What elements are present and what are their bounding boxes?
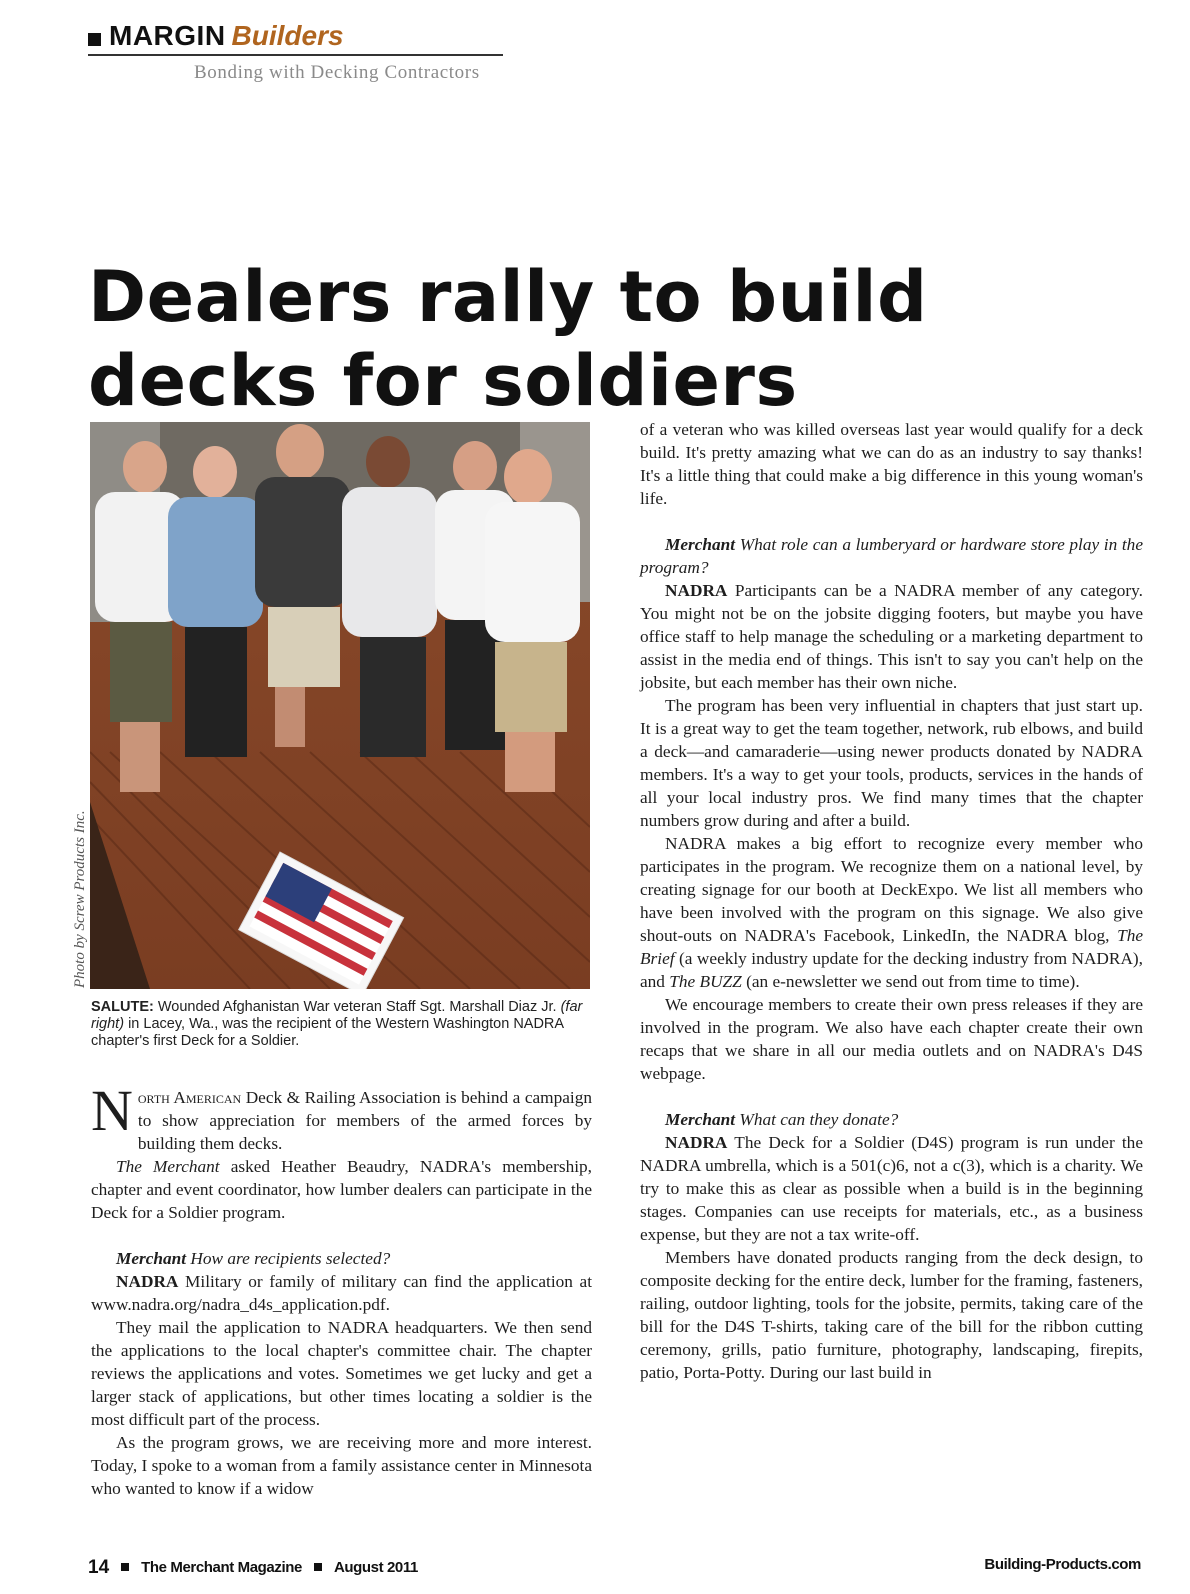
paragraph-encourage: We encourage members to create their own press releases if they are involved in the program. We also have each chapter create their own recaps that we share in all our media outlets and on NADRA's D4S webpage. (640, 995, 1143, 1083)
question-1 (91, 1247, 592, 1270)
question-label: Merchant (665, 535, 736, 554)
section-subtitle: Bonding with Decking Contractors (194, 62, 480, 83)
section-header (88, 20, 508, 83)
question-text: What role can a lumberyard or hardware store play in the program? (640, 535, 1143, 577)
page-footer (88, 1556, 1141, 1580)
left-column (91, 1078, 592, 1500)
question-label: Merchant (665, 1110, 736, 1129)
right-column (640, 418, 1143, 1384)
answer-3 (640, 1131, 1143, 1246)
question-text: What can they donate? (735, 1110, 899, 1129)
paragraph-recognize (640, 832, 1143, 993)
intro-smallcaps: orth American (137, 1088, 242, 1107)
intro-rest: Deck & Railing Association is behind a campaign to show appreciation for members of the armed forces by building them decks. (137, 1088, 592, 1153)
question-2 (640, 533, 1143, 579)
recognize-text-b: (a weekly industry update for the decking industry from NADRA), and (640, 949, 1143, 991)
paragraph-members: Members have donated products ranging from the deck design, to composite decking for the entire deck, lumber for the framing, fasteners, railing, outdoor lighting, tools for the jobsite, permits, taking care of the bill for the D4S T-shirts, taking care of the bill for the ribbon cutting ceremony, grills, patio furniture, photography, landscaping, firepits, patio, Porta-Potty. During our last build in (640, 1248, 1143, 1382)
answer-label: NADRA (665, 581, 728, 600)
paragraph-continued: of a veteran who was killed overseas last year would qualify for a deck build. It's pretty amazing what we can do as an industry to say thanks! It's a little thing that could make a big difference in this young woman's life. (640, 420, 1143, 508)
drop-cap: N (91, 1078, 133, 1143)
paragraph-merchant-asked (91, 1155, 592, 1224)
article-headline: Dealers rally to build decks for soldiers (88, 256, 928, 422)
intro-paragraph (91, 1078, 592, 1155)
photo-credit: Photo by Screw Products Inc. (72, 810, 88, 988)
header-rule (88, 54, 503, 56)
answer-2 (640, 579, 1143, 694)
deck-photo-illustration (90, 422, 590, 989)
footer-bullet-icon (314, 1563, 322, 1571)
photo-caption (91, 999, 591, 1050)
the-brief-italic: The Brief (640, 926, 1143, 968)
footer-bullet-icon (121, 1563, 129, 1571)
answer-text: Military or family of military can find the application at www.nadra.org/nadra_d4s_application.pdf. (91, 1272, 592, 1314)
magazine-name-italic: The Merchant (116, 1157, 220, 1176)
answer-text: Participants can be a NADRA member of any category. You might not be on the jobsite digging footers, but maybe you have office staff to help manage the scheduling or a marketing department to assist in the media end of things. This isn't to say you can't help on the jobsite, but each member has their own niche. (640, 581, 1143, 692)
page-number: 14 (88, 1557, 110, 1578)
answer-label: NADRA (116, 1272, 179, 1291)
question-label: Merchant (116, 1249, 187, 1268)
caption-text-a: Wounded Afghanistan War veteran Staff Sgt. Marshall Diaz Jr. (153, 999, 561, 1015)
caption-text-b: in Lacey, Wa., was the recipient of the Western Washington NADRA chapter's first Deck for a Soldier. (91, 1016, 564, 1049)
answer-label: NADRA (665, 1133, 728, 1152)
section-name-accent: Builders (231, 20, 344, 51)
question-3 (640, 1108, 1143, 1131)
caption-label: SALUTE: (91, 999, 154, 1015)
question-text: How are recipients selected? (186, 1249, 391, 1268)
caption-text-italic: (far right) (91, 999, 583, 1032)
answer-text: The Deck for a Soldier (D4S) program is run under the NADRA umbrella, which is a 501(c)6, not a c(3), which is a charity. We try to make this as clear as possible when a build is in the beginning stages. Companies can use receipts for materials, etc., as a business expense, but they are not a tax write-off. (640, 1133, 1143, 1244)
answer-1 (91, 1270, 592, 1316)
recognize-text-c: (an e-newsletter we send out from time to time). (741, 972, 1080, 991)
magazine-name: The Merchant Magazine (141, 1559, 302, 1576)
paragraph-mail: They mail the application to NADRA headquarters. We then send the applications to the local chapter's committee chair. The chapter reviews the applications and votes. Sometimes we get lucky and get a larger stack of applications, but other times locating a soldier is the most difficult part of the process. (91, 1318, 592, 1429)
article-photo (90, 422, 590, 989)
paragraph-text: asked Heather Beaudry, NADRA's membership, chapter and event coordinator, how lumber dealers can participate in the Deck for a Soldier program. (91, 1157, 592, 1222)
website-url: Building-Products.com (984, 1556, 1141, 1573)
issue-date: August 2011 (333, 1559, 418, 1576)
section-name: MARGIN (109, 20, 226, 51)
paragraph-grows: As the program grows, we are receiving more and more interest. Today, I spoke to a woman from a family assistance center in Minnesota who wanted to know if a widow (91, 1433, 592, 1498)
section-bullet-icon (88, 33, 101, 46)
recognize-text-a: NADRA makes a big effort to recognize every member who participates in the program. We recognize them on a national level, by creating signage for our booth at DeckExpo. We list all members who have been involved with the program on this signage. We also give shout-outs on NADRA's Facebook, LinkedIn, the NADRA blog, (640, 834, 1143, 945)
the-buzz-italic: The BUZZ (669, 972, 742, 991)
paragraph-influential: The program has been very influential in chapters that just start up. It is a great way to get the team together, network, rub elbows, and build a deck—and camaraderie—using newer products donated by NADRA members. It's a way to get your tools, products, services in the hands of all your local industry pros. We find many times that the chapter numbers grow during and after a build. (640, 696, 1143, 830)
